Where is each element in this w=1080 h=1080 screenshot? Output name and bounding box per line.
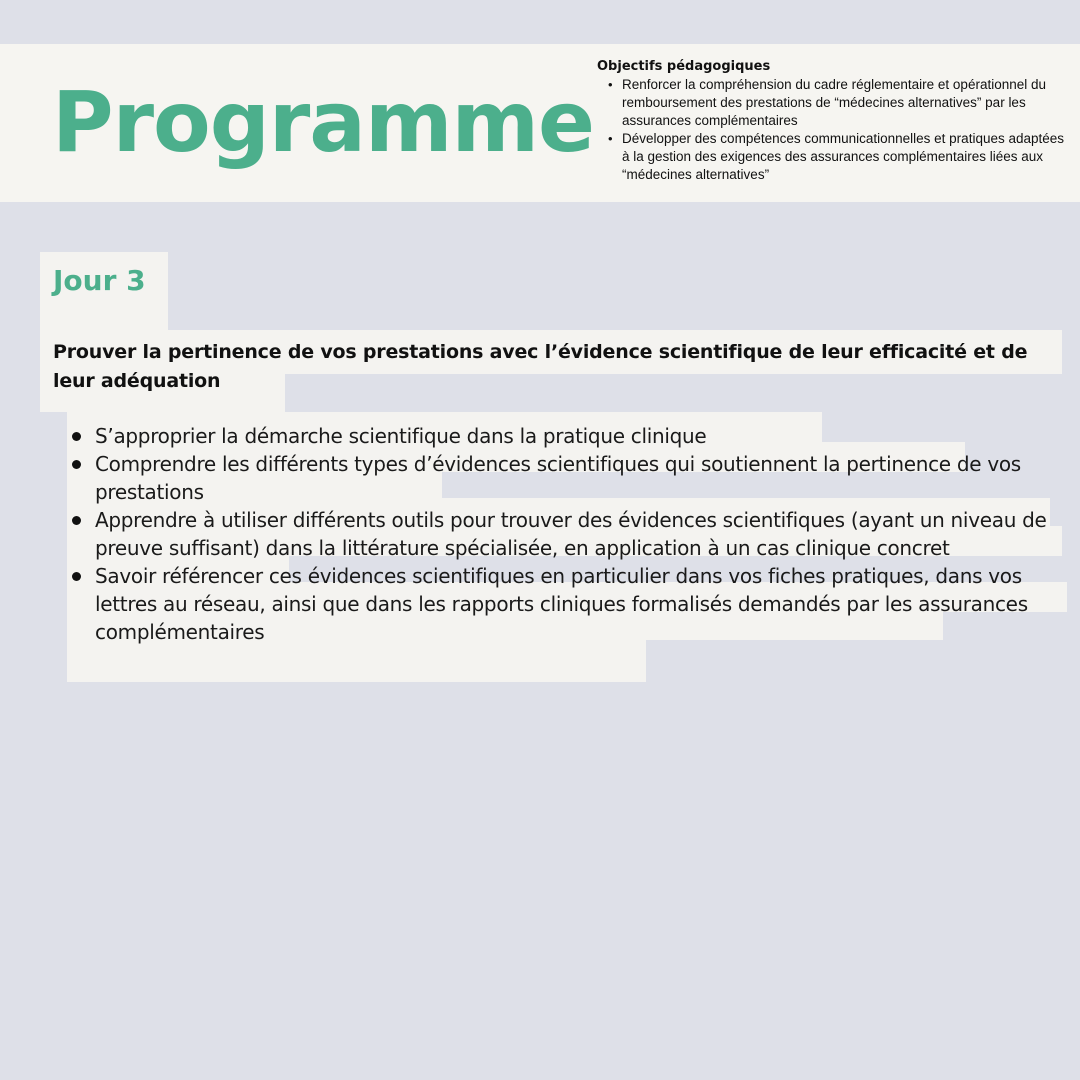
objective-item [597,130,1072,184]
bullet-icon [72,460,81,469]
list-item-text: Savoir référencer ces évidences scientifiques en particulier dans vos fiches pratiques, dans vos lettres au réseau, ainsi que dans les rapports cliniques formalisés demandés par les assurances complémentaires [95,564,1028,644]
list-item [70,450,1065,506]
objectives-section [597,58,1072,184]
bullet-icon [72,572,81,581]
list-item-text: Comprendre les différents types d’évidences scientifiques qui soutiennent la pertinence de vos prestations [95,452,1021,504]
objective-text: Développer des compétences communicationnelles et pratiques adaptées à la gestion des exigences des assurances complémentaires liées aux “médecines alternatives” [622,131,1065,182]
objective-text: Renforcer la compréhension du cadre réglementaire et opérationnel du remboursement des prestations de “médecines alternatives” par les assurances complémentaires [622,77,1047,128]
objective-item [597,76,1072,130]
objectives-list [597,76,1072,184]
objectives-title: Objectifs pédagogiques [597,59,771,74]
list-item [70,506,1065,562]
bullet-icon: • [608,77,613,92]
list-item [70,422,1065,450]
bullet-icon [72,516,81,525]
list-item-text: S’approprier la démarche scientifique dans la pratique clinique [95,424,707,448]
topics-list [70,422,1065,646]
bullet-icon: • [608,131,613,146]
list-item-text: Apprendre à utiliser différents outils pour trouver des évidences scientifiques (ayant un niveau de preuve suffisant) dans la littérature spécialisée, en application à un cas clinique concret [95,508,1047,560]
bullet-icon [72,432,81,441]
day-heading: Prouver la pertinence de vos prestations avec l’évidence scientifique de leur efficacité et de leur adéquation [53,341,1028,392]
page-title: Programme [52,73,594,171]
day-label: Jour 3 [53,264,146,297]
list-item [70,562,1065,646]
